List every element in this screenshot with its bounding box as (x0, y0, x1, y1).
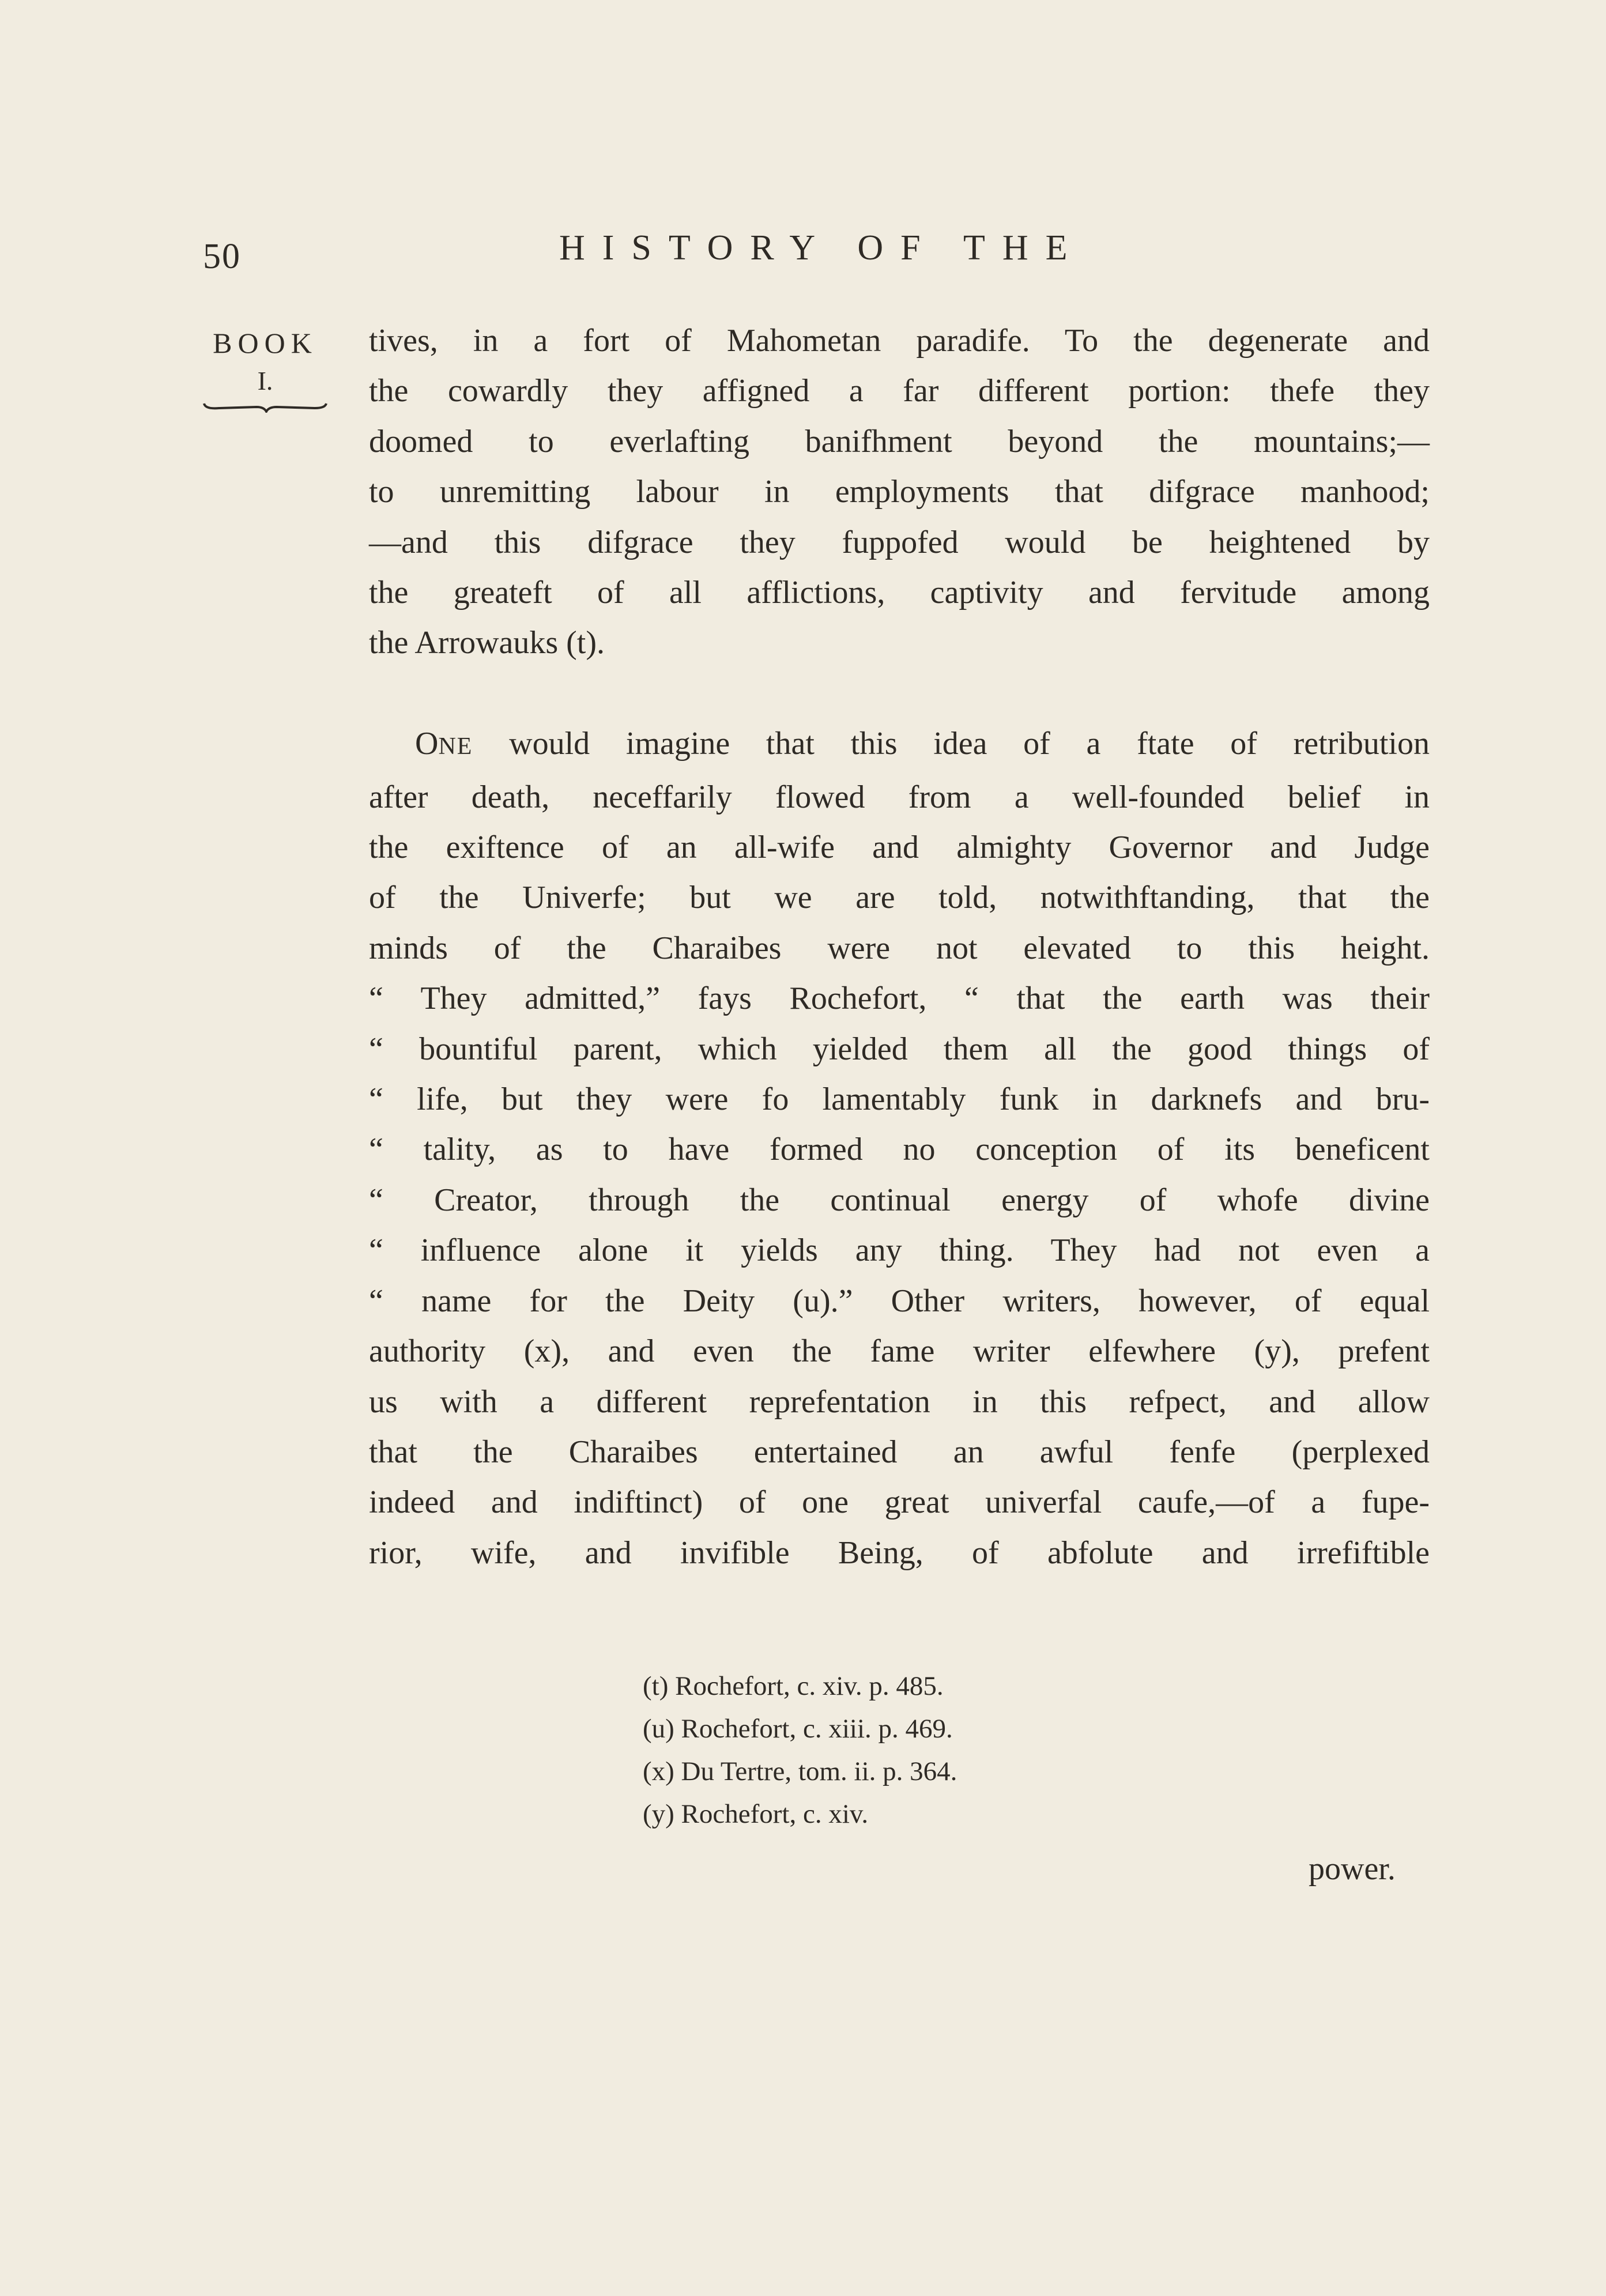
body-line: to unremitting labour in employments that difgrace manhood; (369, 474, 1430, 510)
body-line: tives, in a fort of Mahometan paradife. To the degenerate and (369, 323, 1430, 359)
margin-note (190, 324, 340, 413)
body-line: the Arrowauks (t). (369, 625, 605, 661)
small-caps-word: NE (438, 733, 473, 760)
body-line: —and this difgrace they fuppofed would be heightened by (369, 524, 1430, 560)
running-title: HISTORY OF THE (559, 228, 1085, 267)
body-line: “ name for the Deity (u).” Other writers, however, of equal (369, 1283, 1430, 1319)
body-line: the cowardly they affigned a far different portion: thefe they (369, 373, 1430, 409)
footnotes (643, 1665, 957, 1835)
body-line: minds of the Charaibes were not elevated to this height. (369, 930, 1430, 966)
body-line: “ influence alone it yields any thing. They had not even a (369, 1232, 1430, 1269)
body-text (369, 316, 1430, 1578)
body-line: “ tality, as to have formed no conception of its beneficent (369, 1132, 1430, 1168)
margin-note-volume: I. (257, 365, 273, 395)
footnote: (x) Du Tertre, tom. ii. p. 364. (643, 1756, 957, 1786)
opening-line-text: would imagine that this idea of a ftate of retribution (473, 726, 1430, 762)
footnote: (t) Rochefort, c. xiv. p. 485. (643, 1671, 944, 1701)
body-line: “ bountiful parent, which yielded them all the good things of (369, 1031, 1430, 1067)
body-line: indeed and indiftinct) of one great univerfal caufe,—of a fupe- (369, 1484, 1430, 1521)
page-number: 50 (203, 237, 241, 276)
body-line: authority (x), and even the fame writer elfewhere (y), prefent (369, 1333, 1430, 1370)
body-line: of the Univerfe; but we are told, notwithftanding, that the (369, 880, 1430, 916)
body-line: “ life, but they were fo lamentably funk in darknefs and bru- (369, 1081, 1430, 1118)
margin-brace-ornament (202, 401, 329, 413)
paragraph-opening-line (369, 719, 1430, 772)
body-line: “ They admitted,” fays Rochefort, “ that the earth was their (369, 981, 1430, 1017)
initial-letter: O (415, 726, 439, 762)
catchword: power. (1309, 1851, 1396, 1887)
footnote: (y) Rochefort, c. xiv. (643, 1799, 869, 1829)
body-line: “ Creator, through the continual energy of whofe divine (369, 1182, 1430, 1218)
body-line: the exiftence of an all-wife and almighty Governor and Judge (369, 830, 1430, 866)
body-line: us with a different reprefentation in this refpect, and allow (369, 1383, 1430, 1420)
paragraph-gap (369, 669, 1430, 719)
body-line: rior, wife, and invifible Being, of abfolute and irrefiftible (369, 1535, 1430, 1571)
body-line: doomed to everlafting banifhment beyond the mountains;— (369, 423, 1430, 459)
footnote: (u) Rochefort, c. xiii. p. 469. (643, 1714, 953, 1744)
body-line: after death, neceffarily flowed from a well-founded belief in (369, 779, 1430, 815)
body-line: that the Charaibes entertained an awful fenfe (perplexed (369, 1434, 1430, 1470)
margin-note-label: BOOK (213, 327, 318, 359)
body-line: the greateft of all afflictions, captivity and fervitude among (369, 575, 1430, 611)
